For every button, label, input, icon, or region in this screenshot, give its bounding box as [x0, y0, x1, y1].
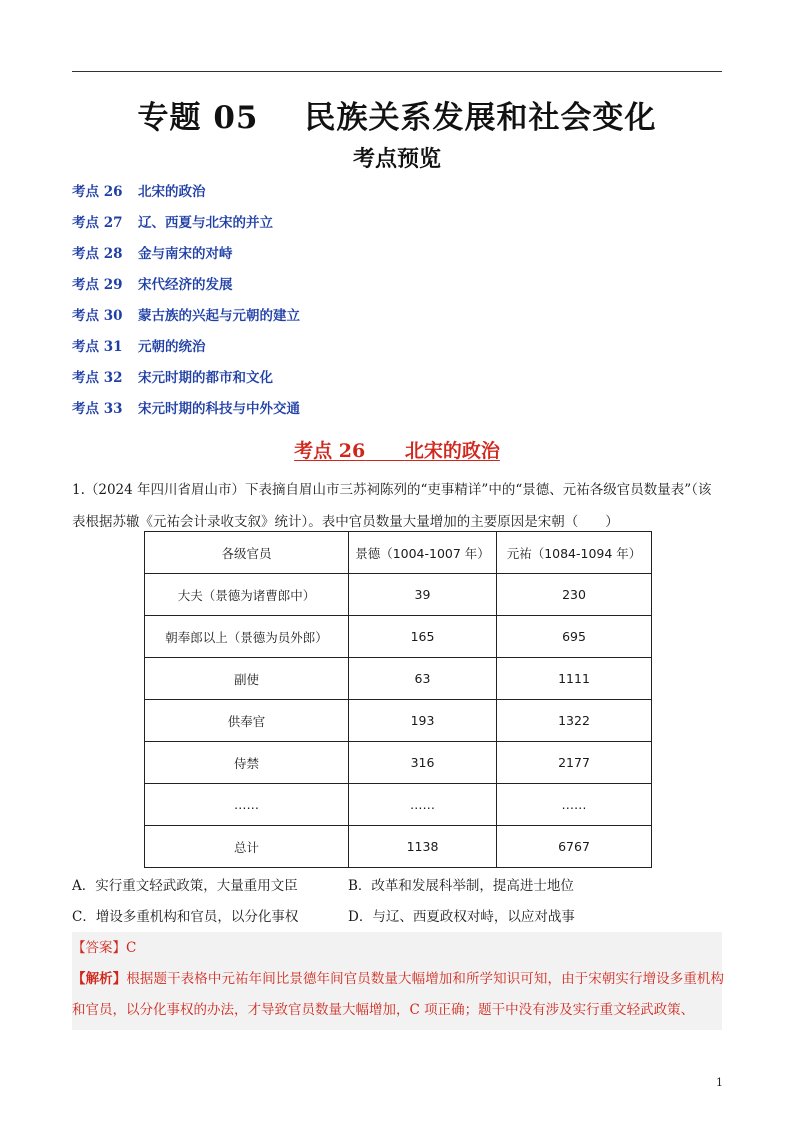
- section-title: 北宋的政治: [404, 440, 500, 462]
- toc-item-number: 考点 32: [72, 370, 123, 386]
- toc-item[interactable]: [72, 242, 300, 273]
- toc-item-text: 蒙古族的兴起与元朝的建立: [138, 308, 300, 324]
- table-cell: 朝奉郎以上（景德为员外郎）: [145, 616, 349, 658]
- toc-item[interactable]: [72, 273, 300, 304]
- toc-item-text: 宋代经济的发展: [138, 277, 233, 293]
- table-header-cell: 元祐（1084-1094 年）: [497, 532, 652, 574]
- answer-value: C: [126, 940, 137, 956]
- toc-item[interactable]: [72, 180, 300, 211]
- toc-item[interactable]: [72, 397, 300, 428]
- table-header-row: [145, 532, 652, 574]
- table-cell: 63: [349, 658, 497, 700]
- table-cell: 副使: [145, 658, 349, 700]
- table-cell: 39: [349, 574, 497, 616]
- toc-item-number: 考点 30: [72, 308, 123, 324]
- analysis-paragraph: [72, 964, 724, 1026]
- table-row: [145, 826, 652, 868]
- toc-item-number: 考点 27: [72, 215, 123, 231]
- page-number: 1: [716, 1076, 723, 1089]
- table-cell: 6767: [497, 826, 652, 868]
- table-cell: 316: [349, 742, 497, 784]
- answer-line: [72, 934, 136, 962]
- section-number: 考点 26: [294, 440, 366, 462]
- answer-options: [72, 872, 724, 934]
- toc-item-text: 宋元时期的科技与中外交通: [138, 401, 300, 417]
- toc-item-number: 考点 26: [72, 184, 123, 200]
- table-row: [145, 784, 652, 826]
- option-b[interactable]: B．改革和发展科举制，提高进士地位: [348, 878, 574, 894]
- table-cell: 2177: [497, 742, 652, 784]
- table-cell: 总计: [145, 826, 349, 868]
- toc-item[interactable]: [72, 366, 300, 397]
- officials-table: [144, 531, 652, 868]
- toc-item-text: 北宋的政治: [138, 184, 206, 200]
- table-cell: 大夫（景德为诸曹郎中）: [145, 574, 349, 616]
- table-row: [145, 616, 652, 658]
- toc-item-text: 辽、西夏与北宋的并立: [138, 215, 273, 231]
- toc-item-number: 考点 28: [72, 246, 123, 262]
- toc-item-number: 考点 31: [72, 339, 123, 355]
- options-row: [72, 903, 724, 934]
- table-cell: 侍禁: [145, 742, 349, 784]
- table-cell: 230: [497, 574, 652, 616]
- table-cell: ……: [145, 784, 349, 826]
- toc-item[interactable]: [72, 211, 300, 242]
- toc-item-text: 元朝的统治: [138, 339, 206, 355]
- option-c[interactable]: C．增设多重机构和官员，以分化事权: [72, 909, 299, 925]
- options-row: [72, 872, 724, 903]
- option-d[interactable]: D．与辽、西夏政权对峙，以应对战事: [348, 909, 575, 925]
- table-header-cell: 各级官员: [145, 532, 349, 574]
- title-topic-number: 专题 05: [137, 100, 259, 136]
- page-title: [72, 92, 722, 137]
- table-cell: ……: [349, 784, 497, 826]
- toc-item[interactable]: [72, 335, 300, 366]
- toc-item-number: 考点 33: [72, 401, 123, 417]
- section-heading: [72, 436, 722, 463]
- title-topic-name: 民族关系发展和社会变化: [304, 100, 657, 136]
- header-rule: [72, 71, 722, 72]
- toc-item-number: 考点 29: [72, 277, 123, 293]
- table-cell: 193: [349, 700, 497, 742]
- page-subtitle: 考点预览: [352, 146, 441, 172]
- table-cell: ……: [497, 784, 652, 826]
- table-cell: 1322: [497, 700, 652, 742]
- table-cell: 695: [497, 616, 652, 658]
- table-cell: 1138: [349, 826, 497, 868]
- option-a[interactable]: A．实行重文轻武政策，大量重用文臣: [72, 878, 298, 894]
- question-stem: 1.（2024 年四川省眉山市）下表摘自眉山市三苏祠陈列的“吏事精详”中的“景德、元祐各级官员数量表”（该表根据苏辙《元祐会计录收支叙》统计）。表中官员数量大量增加的主要原因是宋朝（ ）: [72, 482, 712, 530]
- table-row: [145, 742, 652, 784]
- toc-item-text: 金与南宋的对峙: [138, 246, 233, 262]
- table-row: [145, 574, 652, 616]
- toc-item[interactable]: [72, 304, 300, 335]
- table-row: [145, 658, 652, 700]
- answer-label: 【答案】: [72, 940, 126, 956]
- analysis-text: 根据题干表格中元祐年间比景德年间官员数量大幅增加和所学知识可知，由于宋朝实行增设多重机构和官员，以分化事权的办法，才导致官员数量大幅增加，C 项正确；题干中没有涉及实行重文轻武政策、: [72, 971, 725, 1018]
- toc-list: [72, 180, 300, 428]
- toc-item-text: 宋元时期的都市和文化: [138, 370, 273, 386]
- analysis-label: 【解析】: [72, 971, 127, 987]
- table-row: [145, 700, 652, 742]
- table-cell: 165: [349, 616, 497, 658]
- table-cell: 1111: [497, 658, 652, 700]
- table-cell: 供奉官: [145, 700, 349, 742]
- table-header-cell: 景德（1004-1007 年）: [349, 532, 497, 574]
